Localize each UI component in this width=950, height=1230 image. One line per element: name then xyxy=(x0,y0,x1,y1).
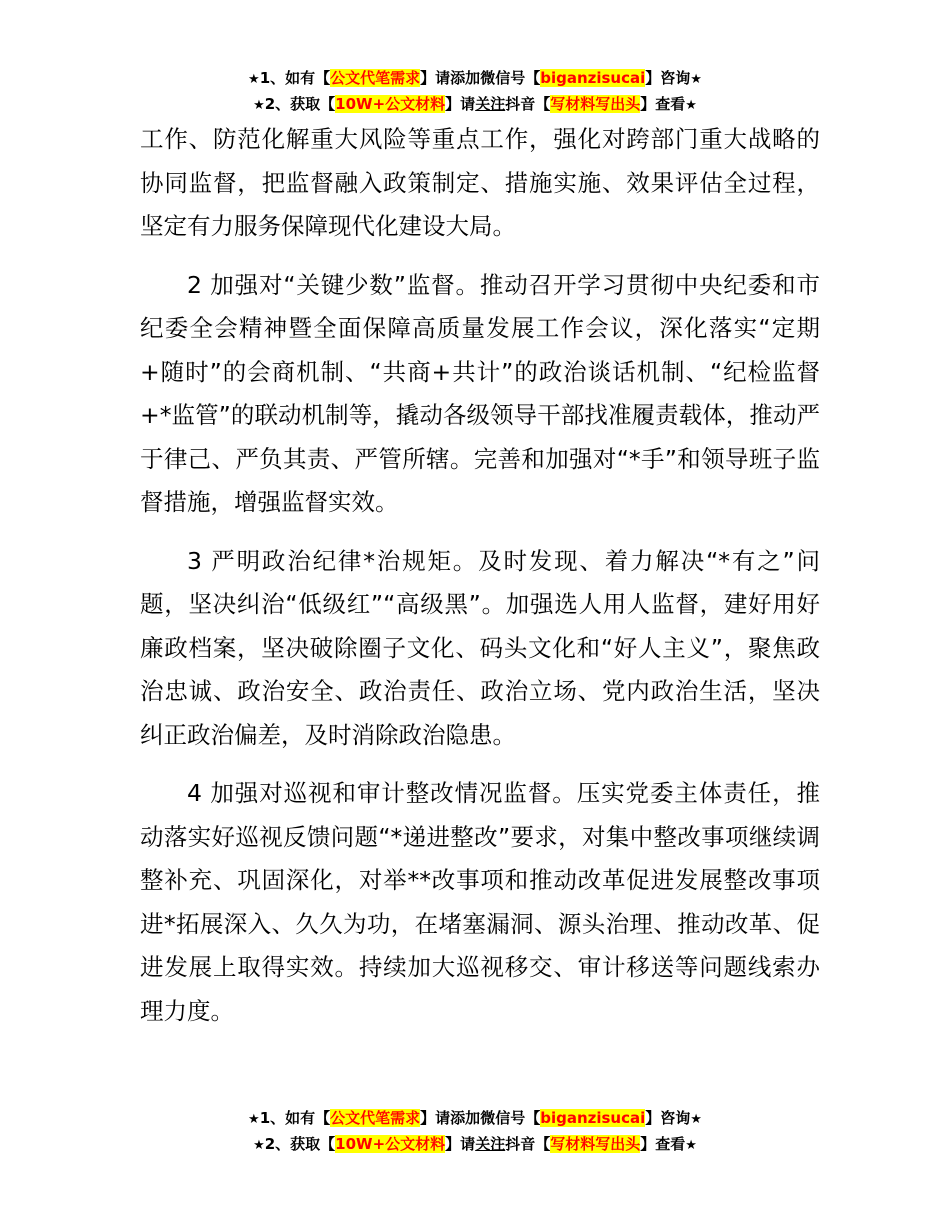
banner-text: 】咨询 xyxy=(645,69,691,87)
banner-text: 抖音【 xyxy=(505,1135,551,1153)
paragraph-continuation: 工作、防范化解重大风险等重点工作，强化对跨部门重大战略的协同监督，把监督融入政策制定、措施实施、效果评估全过程，坚定有力服务保障现代化建设大局。 xyxy=(140,125,820,240)
star-icon: ★ xyxy=(253,1138,265,1153)
highlight-service: 公文代笔需求 xyxy=(330,69,421,87)
underlined-follow: 关注 xyxy=(475,1135,506,1153)
highlight-account: 写材料写出头 xyxy=(550,95,641,113)
banner-text: 添加 xyxy=(450,69,481,87)
banner-text: 】请 xyxy=(420,1109,451,1127)
banner-text: 微信号【 xyxy=(480,69,541,87)
star-icon: ★ xyxy=(253,98,265,113)
document-body xyxy=(140,118,820,1033)
paragraph-3: 3 严明政治纪律*治规矩。及时发现、着力解决“*有之”问题，坚决纠治“低级红”“高级黑”。加强选人用人监督，建好用好廉政档案，坚决破除圈子文化、码头文化和“好人主义”，聚焦政治忠诚、政治安全、政治责任、政治立场、党内政治生活，坚决纠正政治偏差，及时消除政治隐患。 xyxy=(140,546,820,749)
banner-line-1 xyxy=(0,66,950,92)
paragraph-4: 4 加强对巡视和审计整改情况监督。压实党委主体责任，推动落实好巡视反馈问题“*递进整改”要求，对集中整改事项继续调整补充、巩固深化，对举**改事项和推动改革促进发展整改事项进*拓展深入、久久为功，在堵塞漏洞、源头治理、推动改革、促进发展上取得实效。持续加大巡视移交、审计移送等问题线索办理力度。 xyxy=(140,779,820,1025)
highlight-account: 写材料写出头 xyxy=(550,1135,641,1153)
star-icon: ★ xyxy=(685,1138,697,1153)
highlight-service: 公文代笔需求 xyxy=(330,1109,421,1127)
banner-text: 】查看 xyxy=(640,1135,686,1153)
banner-text: 】请 xyxy=(420,69,451,87)
banner-text: 2、获取【 xyxy=(264,1135,336,1153)
banner-line-2 xyxy=(0,92,950,118)
banner-line-1 xyxy=(0,1106,950,1132)
underlined-follow: 关注 xyxy=(475,95,506,113)
highlight-wechat-id: biganzisucai xyxy=(540,1109,646,1127)
footer-banner xyxy=(0,1106,950,1158)
banner-text: 】咨询 xyxy=(645,1109,691,1127)
banner-text: 1、如有【 xyxy=(259,1109,331,1127)
banner-text: 】查看 xyxy=(640,95,686,113)
banner-text: 1、如有【 xyxy=(259,69,331,87)
star-icon: ★ xyxy=(248,1112,260,1127)
banner-text: 添加 xyxy=(450,1109,481,1127)
star-icon: ★ xyxy=(690,1112,702,1127)
banner-text: 】请 xyxy=(445,95,476,113)
header-banner xyxy=(0,66,950,118)
banner-text: 抖音【 xyxy=(505,95,551,113)
star-icon: ★ xyxy=(690,72,702,87)
highlight-materials: 10W+公文材料 xyxy=(335,1135,446,1153)
banner-line-2 xyxy=(0,1132,950,1158)
banner-text: 微信号【 xyxy=(480,1109,541,1127)
highlight-materials: 10W+公文材料 xyxy=(335,95,446,113)
banner-text: 2、获取【 xyxy=(264,95,336,113)
star-icon: ★ xyxy=(685,98,697,113)
banner-text: 】请 xyxy=(445,1135,476,1153)
highlight-wechat-id: biganzisucai xyxy=(540,69,646,87)
paragraph-2: 2 加强对“关键少数”监督。推动召开学习贯彻中央纪委和市纪委全会精神暨全面保障高质量发展工作会议，深化落实“定期+随时”的会商机制、“共商+共计”的政治谈话机制、“纪检监督+*监管”的联动机制等，撬动各级领导干部找准履责载体，推动严于律己、严负其责、严管所辖。完善和加强对“*手”和领导班子监督措施，增强监督实效。 xyxy=(140,270,820,516)
star-icon: ★ xyxy=(248,72,260,87)
